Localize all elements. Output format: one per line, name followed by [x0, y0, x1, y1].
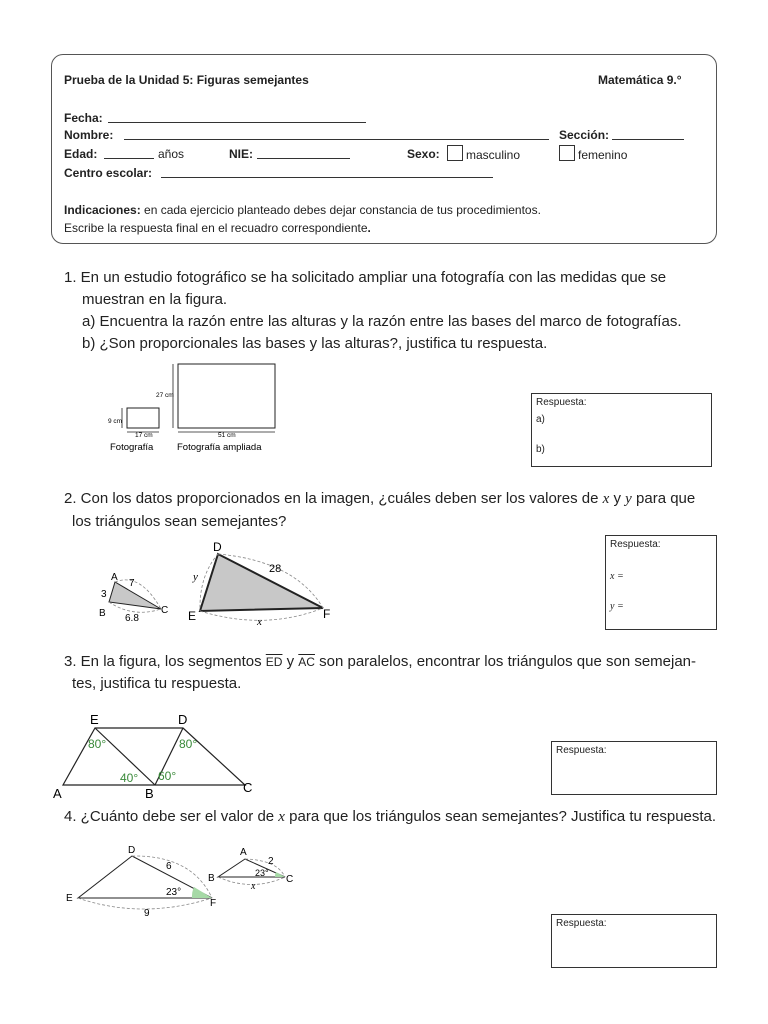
angle-marker-large — [192, 887, 212, 898]
nombre-label: Nombre: — [64, 128, 114, 142]
label-F: F — [210, 898, 217, 909]
q2-answer-box[interactable] — [605, 535, 717, 630]
answer-y: y = — [610, 601, 624, 612]
small-photo-rect — [127, 408, 159, 428]
seccion-field[interactable] — [612, 128, 684, 140]
caption-photo: Fotografía — [110, 442, 154, 453]
seccion-label: Sección: — [559, 128, 610, 142]
q1-line2: muestran en la figura. — [82, 291, 228, 308]
label-C: C — [286, 874, 294, 885]
label-angle-23-small: 23° — [255, 868, 269, 878]
answer-x: x = — [610, 571, 624, 582]
angle-marker-small — [275, 872, 285, 877]
label-6-8: 6.8 — [125, 613, 139, 624]
q4-answer-box[interactable] — [551, 914, 717, 968]
page-title: Prueba de la Unidad 5: Figuras semejantes — [64, 73, 309, 87]
label-9: 9 — [144, 908, 150, 919]
indicaciones-label: Indicaciones: — [64, 203, 141, 217]
femenino-option[interactable] — [559, 145, 627, 162]
label-x: x — [257, 616, 262, 628]
edad-field[interactable] — [104, 147, 154, 159]
label-B: B — [208, 873, 215, 884]
q3-figure — [45, 710, 270, 802]
q2-text-b: para que — [631, 490, 696, 507]
q4-text-b: para que los triángulos sean semejantes? Justifica tu respuesta. — [284, 808, 717, 825]
label-E: E — [90, 712, 99, 727]
centro-field[interactable] — [161, 166, 493, 178]
answer-label: Respuesta: — [536, 397, 587, 408]
label-B: B — [99, 608, 106, 619]
answer-b: b) — [536, 444, 545, 455]
indicaciones-text2: Escribe la respuesta final en el recuadro correspondiente — [64, 221, 368, 235]
q1-line4: b) ¿Son proporcionales las bases y las alturas?, justifica tu respuesta. — [82, 335, 548, 352]
indicaciones-text: en cada ejercicio planteado debes dejar constancia de tus procedimientos. — [140, 203, 541, 217]
label-6: 6 — [166, 861, 172, 872]
masculino-option[interactable] — [447, 145, 520, 162]
q3-conn: y — [282, 653, 299, 670]
small-triangle — [109, 582, 161, 609]
segment-AC: $\overline{AC}$ — [298, 655, 315, 669]
large-triangle — [200, 554, 323, 611]
nombre-field[interactable] — [124, 128, 549, 140]
big-photo-rect — [178, 364, 275, 428]
angle-80-left: 80° — [88, 737, 107, 751]
centro-label: Centro escolar: — [64, 166, 153, 180]
answer-label: Respuesta: — [556, 745, 607, 756]
nie-field[interactable] — [257, 147, 350, 159]
q1-figure — [100, 358, 300, 458]
q3-text-b: son paralelos, encontrar los triángulos que son semejan- — [314, 653, 697, 670]
sexo-label: Sexo: — [407, 147, 440, 161]
label-angle-23: 23° — [166, 887, 182, 898]
answer-a: a) — [536, 414, 545, 425]
segment-ED: $\overline{ED}$ — [265, 655, 283, 669]
label-x: x — [251, 881, 256, 892]
q2-text-a: 2. Con los datos proporcionados en la imagen, ¿cuáles deben ser los valores de — [64, 490, 603, 507]
nie-label: NIE: — [229, 147, 253, 161]
indicaciones-line2 — [64, 221, 371, 235]
big-width-label: 51 cm — [218, 432, 236, 439]
femenino-label: femenino — [578, 148, 628, 162]
q4-figure — [62, 840, 312, 920]
small-width-label: 17 cm — [135, 432, 153, 439]
big-height-label: 27 cm — [156, 392, 174, 399]
answer-label: Respuesta: — [610, 539, 661, 550]
label-3: 3 — [101, 589, 107, 600]
label-E: E — [188, 609, 197, 623]
q1-line3: a) Encuentra la razón entre las alturas y la razón entre las bases del marco de fotografías. — [82, 313, 682, 330]
q3-line2: tes, justifica tu respuesta. — [72, 675, 242, 692]
anos-label: años — [158, 147, 185, 161]
fecha-field[interactable] — [108, 111, 366, 123]
label-C: C — [161, 605, 169, 616]
var-y: y — [625, 491, 632, 507]
label-28: 28 — [269, 563, 282, 575]
label-y: y — [193, 571, 198, 583]
large-triangle — [78, 856, 212, 898]
angle-80-right: 80° — [179, 737, 198, 751]
masculino-label: masculino — [466, 148, 521, 162]
var-x: x — [278, 809, 285, 825]
subject-label: Matemática 9.° — [598, 73, 682, 87]
indicaciones — [64, 203, 541, 217]
q3-text-a: 3. En la figura, los segmentos — [64, 653, 266, 670]
label-7: 7 — [129, 578, 135, 589]
q3-answer-box[interactable] — [551, 741, 717, 795]
label-D: D — [128, 845, 136, 856]
label-D: D — [178, 712, 188, 727]
label-E: E — [66, 893, 73, 904]
label-D: D — [213, 540, 222, 554]
q3-line1 — [64, 651, 696, 673]
q2-conn: y — [609, 490, 626, 507]
label-A: A — [240, 847, 247, 858]
fecha-label: Fecha: — [64, 111, 103, 125]
label-A: A — [53, 786, 62, 801]
femenino-checkbox[interactable] — [559, 145, 575, 161]
q1-answer-box[interactable] — [531, 393, 712, 467]
var-x: x — [602, 491, 610, 507]
label-C: C — [243, 780, 253, 795]
q2-line1 — [64, 488, 695, 510]
label-A: A — [111, 572, 118, 583]
angle-60: 60° — [158, 769, 177, 783]
label-2: 2 — [268, 856, 274, 867]
angle-40: 40° — [120, 771, 139, 785]
q1-line1: 1. En un estudio fotográfico se ha solicitado ampliar una fotografía con las medidas que se — [64, 269, 667, 286]
small-triangle — [218, 859, 285, 877]
masculino-checkbox[interactable] — [447, 145, 463, 161]
small-height-label: 9 cm — [108, 418, 123, 425]
q2-line2: los triángulos sean semejantes? — [72, 513, 287, 530]
q4-line1 — [64, 806, 716, 828]
answer-label: Respuesta: — [556, 918, 607, 929]
label-B: B — [145, 786, 154, 801]
edad-label: Edad: — [64, 147, 98, 161]
indicaciones-period: . — [367, 221, 371, 235]
q2-figure — [95, 536, 345, 628]
label-F: F — [323, 607, 331, 621]
caption-enlarged: Fotografía ampliada — [177, 442, 262, 453]
q4-text-a: 4. ¿Cuánto debe ser el valor de — [64, 808, 279, 825]
